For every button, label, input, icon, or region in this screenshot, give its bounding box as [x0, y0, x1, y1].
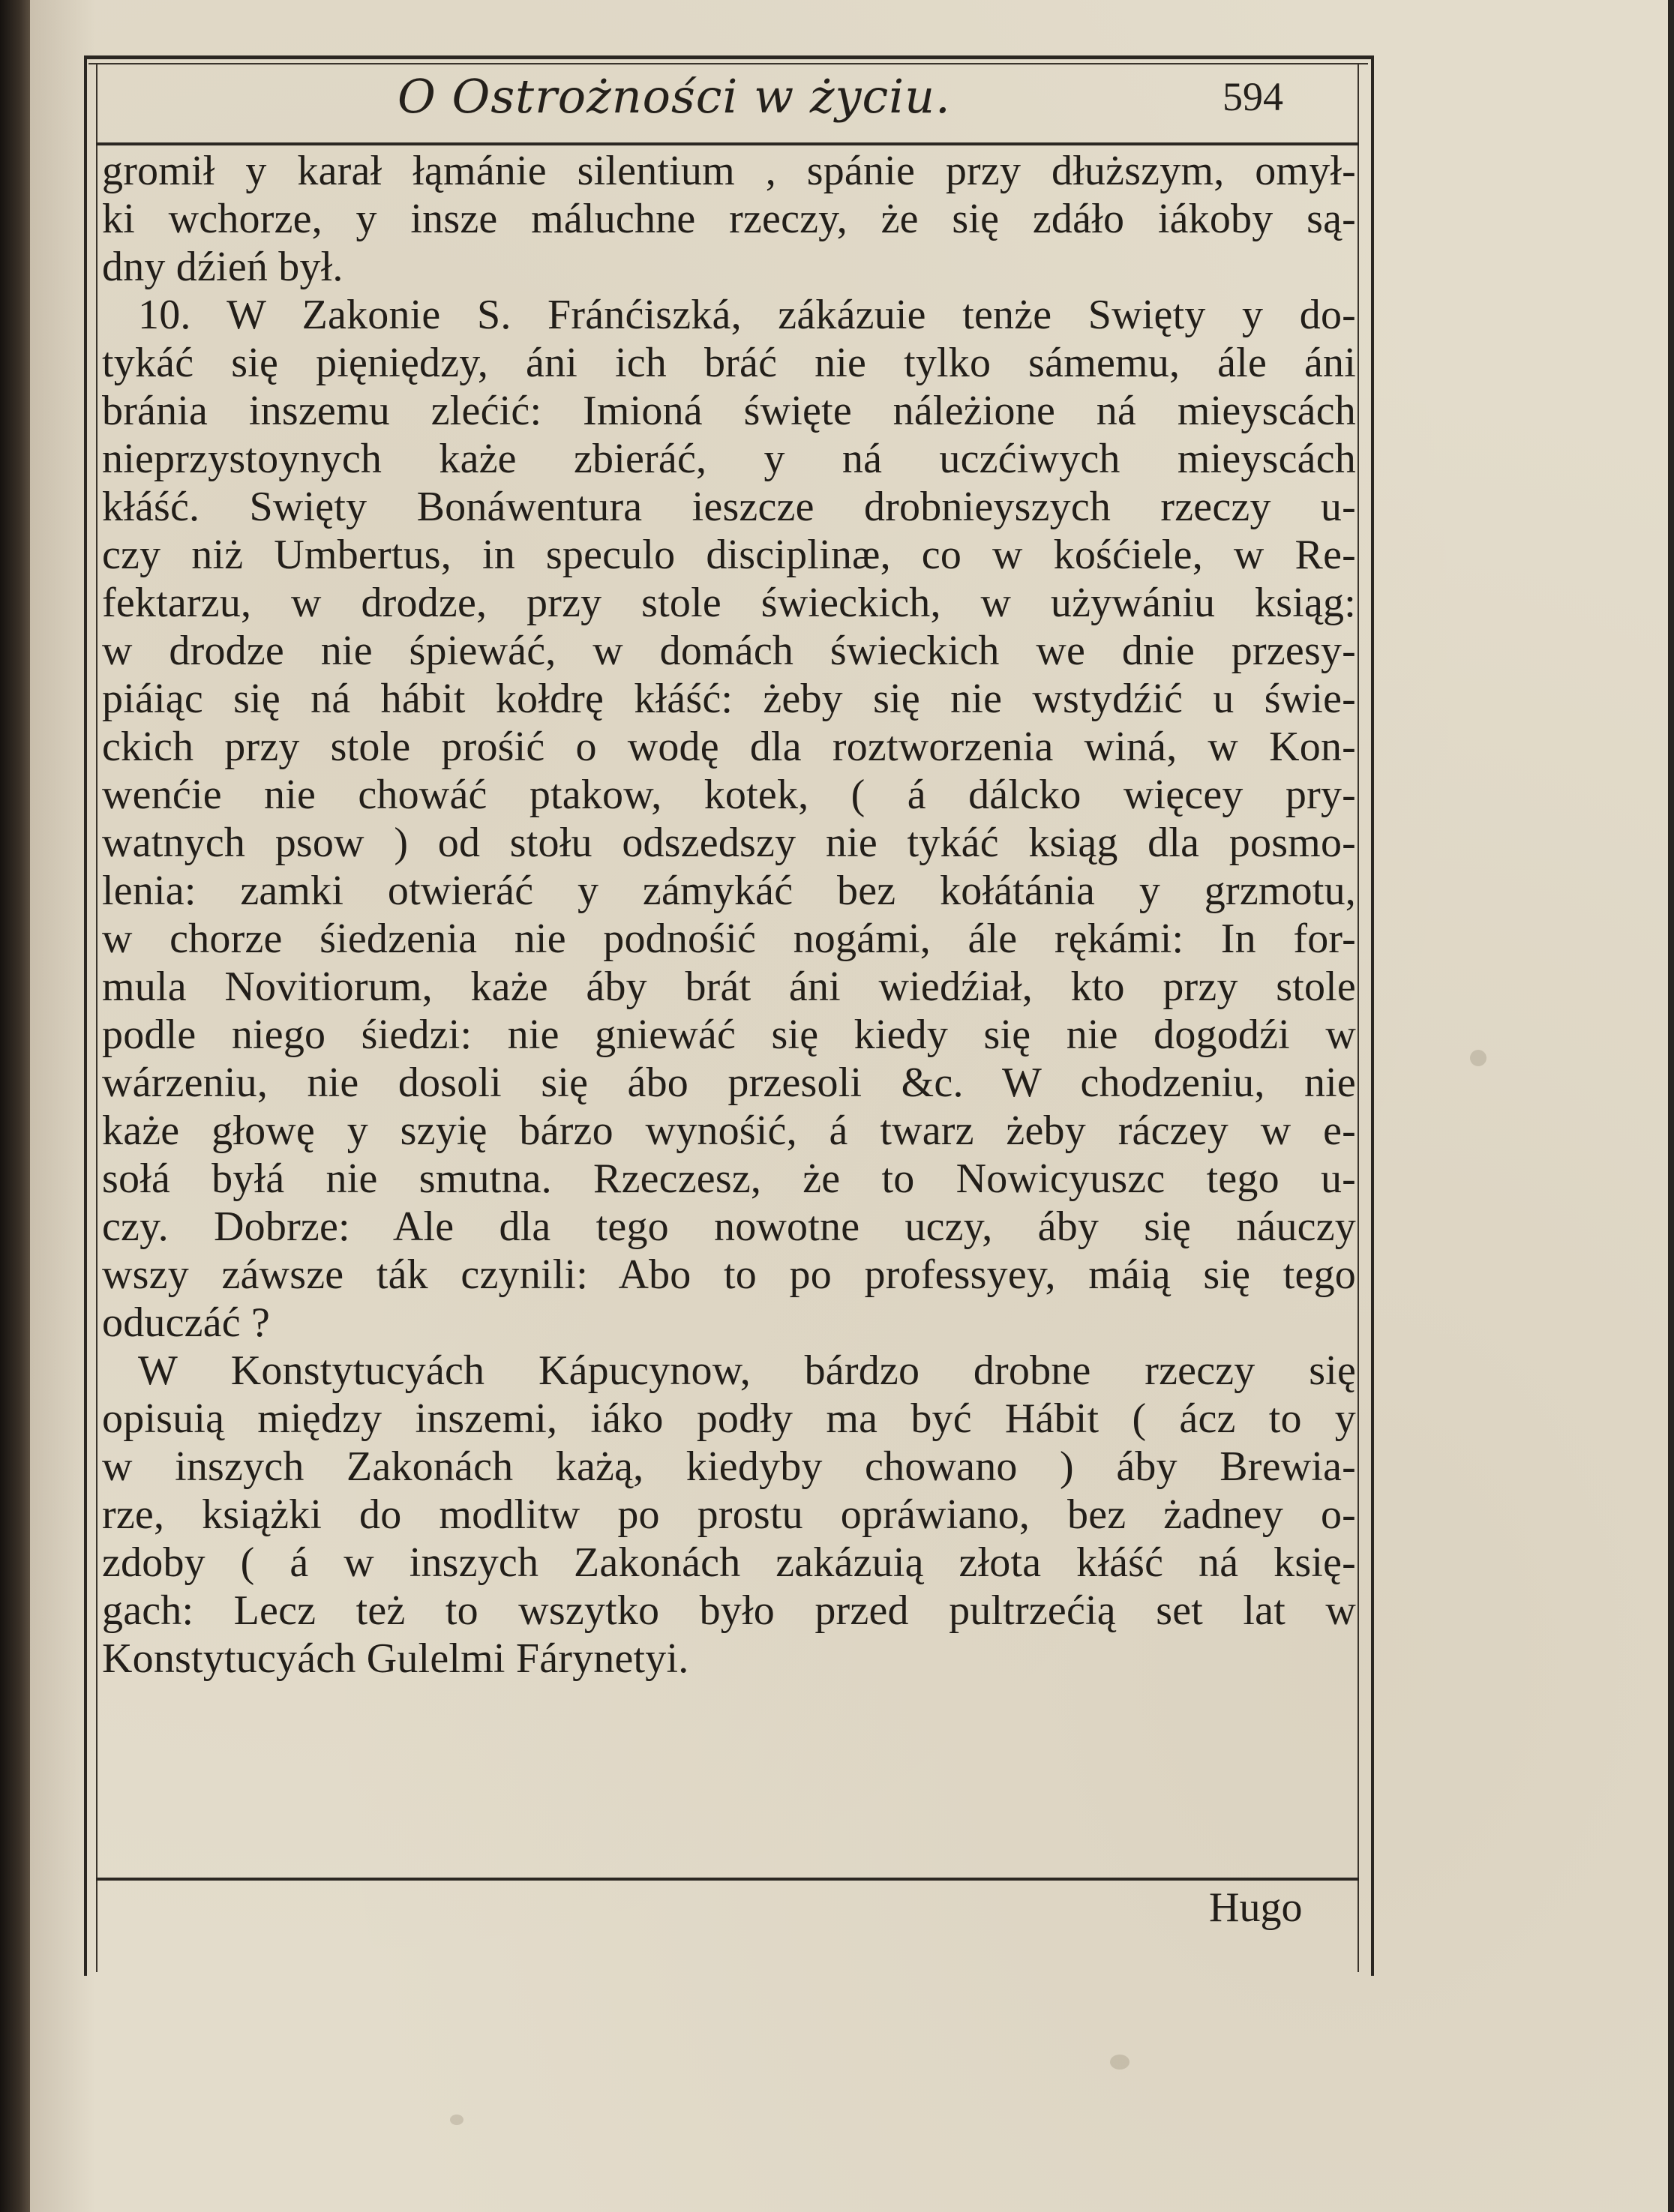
text-body: [102, 147, 1356, 1683]
text-line: 10. W Zakonie S. Fránćiszká, zákázuie tenże Swięty y do-: [138, 292, 1356, 338]
page-number: 594: [1222, 74, 1283, 119]
text-line: ckich przy stole prośić o wodę dla roztworzenia winá, w Kon-: [102, 724, 1356, 770]
text-line: zdoby ( á w inszych Zakonách zakázuią złota kłáść ná księ-: [102, 1539, 1356, 1586]
text-line: W Konstytucyách Kápucynow, bárdzo drobne rzeczy się: [138, 1347, 1356, 1394]
text-line: w drodze nie śpiewáć, w domách świeckich we dnie przesy-: [102, 628, 1356, 674]
text-line: opisuią między inszemi, iáko podły ma być Hábit ( ácz to y: [102, 1395, 1356, 1442]
text-line: każe głowę y szyię bárzo wynośić, á twarz żeby ráczey w e-: [102, 1107, 1356, 1154]
text-line: oduczáć ?: [102, 1299, 271, 1346]
paper-stain: [1470, 1050, 1486, 1066]
text-line: tykáć się pięniędzy, áni ich bráć nie tylko sámemu, ále áni: [102, 340, 1356, 386]
text-line: nieprzystoynych każe zbieráć, y ná uczćiwych mieyscách: [102, 436, 1356, 482]
text-line: wszy záwsze ták czynili: Abo to po professyey, máią się tego: [102, 1251, 1356, 1298]
frame-rule-right: [1358, 63, 1359, 1972]
text-line: kłáść. Swięty Bonáwentura ieszcze drobnieyszych rzeczy u-: [102, 484, 1356, 530]
text-line: wenćie nie chowáć ptakow, kotek, ( á dálcko więcey pry-: [102, 772, 1356, 818]
text-line: dny dźień był.: [102, 244, 344, 290]
text-line: czy niż Umbertus, in speculo disciplinæ, co w kośćiele, w Re-: [102, 532, 1356, 578]
text-line: wárzeniu, nie dosoli się ábo przesoli &c. W chodzeniu, nie: [102, 1060, 1356, 1106]
text-line: podle niego śiedzi: nie gniewáć się kiedy się nie dogodźi w: [102, 1012, 1356, 1058]
text-line: watnych psow ) od stołu odszedszy nie tykáć ksiąg dla posmo-: [102, 820, 1356, 866]
paper-stain: [1110, 2055, 1130, 2070]
text-line: mula Novitiorum, każe áby brát áni wiedźiał, kto przy stole: [102, 964, 1356, 1010]
text-line: czy. Dobrze: Ale dla tego nowotne uczy, áby się náuczy: [102, 1203, 1356, 1250]
text-line: rze, książki do modlitw po prostu opráwiano, bez żadney o-: [102, 1491, 1356, 1538]
frame-rule-top: [88, 63, 1368, 64]
text-line: sołá byłá nie smutna. Rzeczesz, że to Nowicyuszc tego u-: [102, 1155, 1356, 1202]
footer-rule: [96, 1878, 1359, 1881]
text-line: gromił y karał łąmánie silentium , spánie przy dłuższym, omył-: [102, 148, 1356, 194]
running-head: O Ostrożności w życiu.: [398, 69, 951, 124]
text-line: piáiąc się ná hábit kołdrę kłáść: żeby się nie wstydźić u świe-: [102, 676, 1356, 722]
catchword: Hugo: [1209, 1884, 1303, 1931]
text-line: bránia inszemu zlećić: Imioná święte náleżione ná mieyscách: [102, 388, 1356, 434]
text-line: ki wchorze, y insze máluchne rzeczy, że się zdáło iákoby są-: [102, 196, 1356, 242]
text-line: gach: Lecz też to wszytko było przed pultrzećią set lat w: [102, 1587, 1356, 1634]
text-line: Konstytucyách Gulelmi Fárynetyi.: [102, 1635, 689, 1682]
text-line: lenia: zamki otwieráć y zámykáć bez kołátánia y grzmotu,: [102, 868, 1356, 914]
text-line: fektarzu, w drodze, przy stole świeckich, w używániu ksiąg:: [102, 580, 1356, 626]
page-edge: [1668, 0, 1674, 2212]
text-line: w chorze śiedzenia nie podnośić nogámi, ále rękámi: In for-: [102, 916, 1356, 962]
text-line: w inszych Zakonách każą, kiedyby chowano ) áby Brewia-: [102, 1443, 1356, 1490]
paper-stain: [450, 2115, 464, 2125]
frame-rule-left: [96, 63, 98, 1972]
header-rule: [96, 142, 1359, 145]
